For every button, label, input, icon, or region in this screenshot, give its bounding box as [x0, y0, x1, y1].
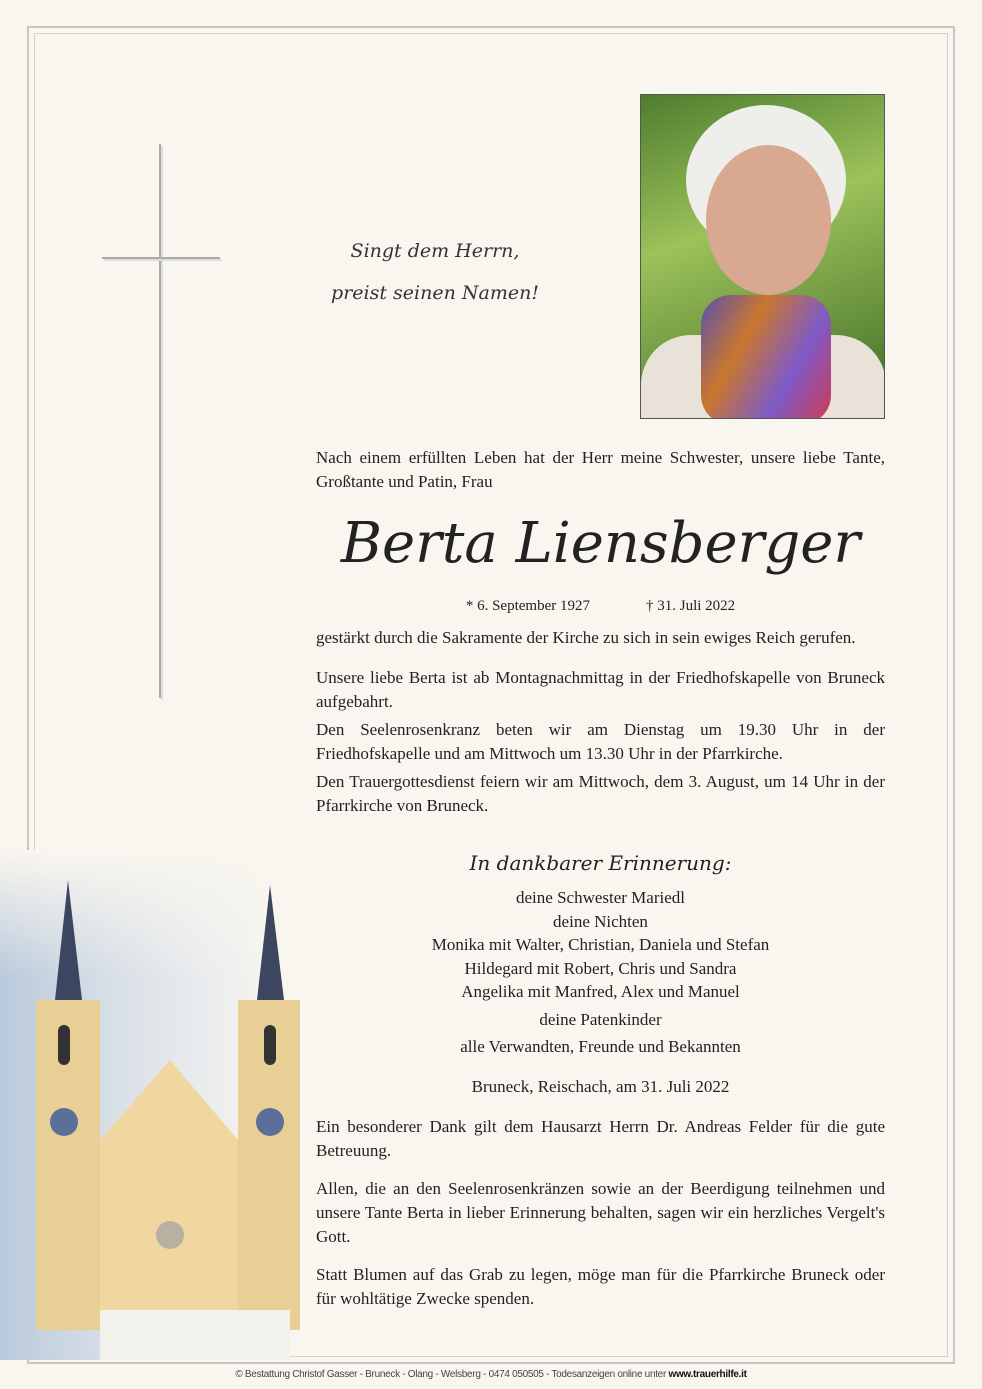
paragraph: Allen, die an den Seelenrosenkränzen sowie an der Beerdigung teilnehmen und unsere Tante Berta in lieber Erinnerung behalten, sagen wir ein herzliches Vergelt's Gott.: [316, 1178, 885, 1246]
life-dates: [316, 596, 885, 616]
footer: [0, 1369, 982, 1380]
deceased-name: Berta Liensberger: [340, 511, 861, 576]
mourner-line: deine Patenkinder: [539, 1009, 662, 1029]
footer-link[interactable]: www.trauerhilfe.it: [668, 1369, 747, 1380]
cross-icon: [159, 144, 161, 698]
mourner-line: deine Nichten: [553, 911, 648, 931]
cross-icon-bar: [102, 257, 220, 259]
paragraph: Ein besonderer Dank gilt dem Hausarzt Herrn Dr. Andreas Felder für die gute Betreuung.: [316, 1116, 885, 1160]
paragraph: Unsere liebe Berta ist ab Montagnachmittag in der Friedhofskapelle von Bruneck aufgebahrt.: [316, 668, 885, 711]
motto-line: Singt dem Herrn,: [350, 240, 520, 262]
mourner-line: Hildegard mit Robert, Chris und Sandra: [464, 958, 737, 978]
paragraph: gestärkt durch die Sakramente der Kirche zu sich in sein ewiges Reich gerufen.: [316, 628, 856, 647]
memory-title: In dankbarer Erinnerung:: [469, 851, 732, 875]
portrait-photo: [640, 94, 885, 419]
mourner-line: alle Verwandten, Freunde und Bekannten: [460, 1037, 741, 1056]
place-date: Bruneck, Reischach, am 31. Juli 2022: [471, 1076, 730, 1096]
paragraph: Den Trauergottesdienst feiern wir am Mittwoch, dem 3. August, um 14 Uhr in der Pfarrkirche von Bruneck.: [316, 772, 885, 815]
mourner-line: Angelika mit Manfred, Alex und Manuel: [461, 982, 740, 1001]
mourner-line: deine Schwester Mariedl: [516, 888, 685, 907]
mourner-line: Monika mit Walter, Christian, Daniela und Stefan: [431, 935, 770, 954]
paragraph: Statt Blumen auf das Grab zu legen, möge man für die Pfarrkirche Bruneck oder für wohltätige Zwecke spenden.: [316, 1264, 885, 1308]
footer-text: © Bestattung Christof Gasser - Bruneck - Olang - Welsberg - 0474 050505 - Todesanzeigen online unter: [235, 1369, 669, 1380]
church-image: [0, 850, 300, 1360]
motto: [310, 230, 560, 314]
paragraph: Den Seelenrosenkranz beten wir am Dienstag um 19.30 Uhr in der Friedhofskapelle und am Mittwoch um 13.30 Uhr in der Pfarrkirche.: [316, 720, 885, 763]
mourners-list: [316, 886, 885, 1059]
death-date: † 31. Juli 2022: [645, 598, 736, 614]
intro-text: Nach einem erfüllten Leben hat der Herr meine Schwester, unsere liebe Tante, Großtante und Patin, Frau: [316, 448, 885, 491]
birth-date: * 6. September 1927: [465, 598, 590, 614]
main-text-column: [316, 446, 885, 1311]
motto-line: preist seinen Namen!: [331, 282, 539, 304]
